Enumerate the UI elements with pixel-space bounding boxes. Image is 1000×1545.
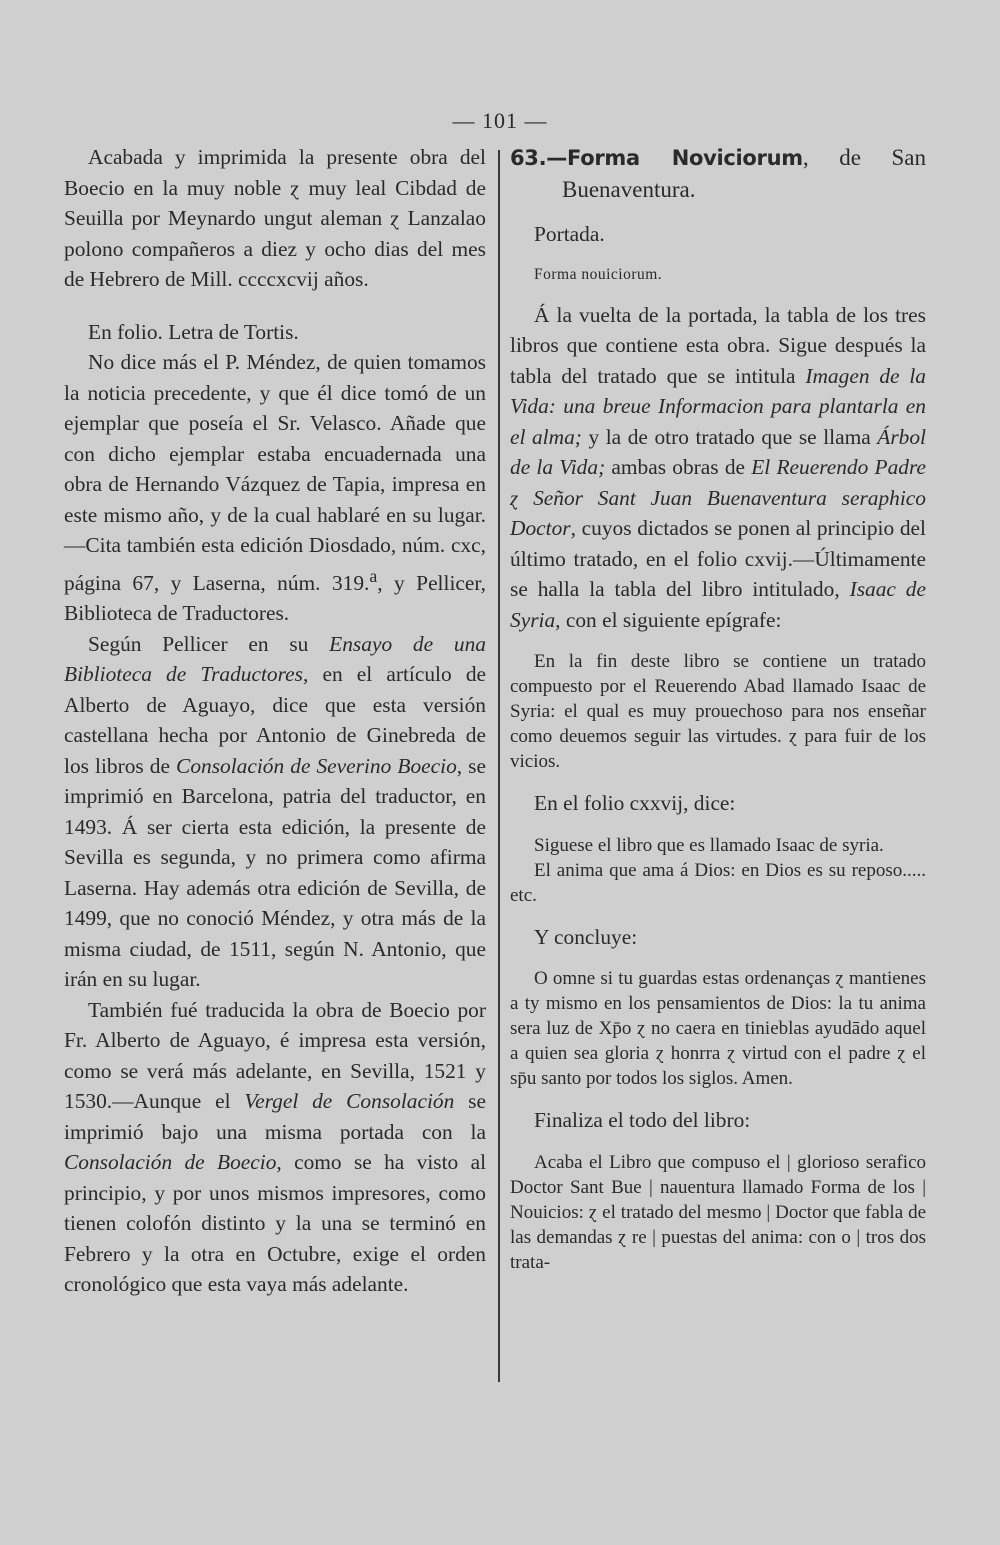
- finaliza-note: Finaliza el todo del libro:: [534, 1108, 751, 1132]
- aguayo-paragraph: También fué traducida la obra de Boecio por Fr. Alberto de Aguayo, é impresa esta versión, como se verá más adelante, en Sevilla, 1521 y 1530.—Aunque el Vergel de Consolación se imprimió bajo una misma portada con la Consolación de Boecio, como se ha visto al principio, y por unos mismos impresores, como tienen colofón distinto y la una se terminó en Febrero y la otra en Octubre, exige el orden cronológico que esta vaya más adelante.: [64, 997, 487, 1297]
- incipit-quote: Siguese el libro que es llamado Isaac de syria.: [534, 834, 884, 856]
- colophon-paragraph: Acabada y imprimida la presente obra del Boecio en la muy noble ɀ muy leal Cibdad de Seuilla por Meynardo ungut aleman ɀ Lanzalao polono compañeros a diez y ocho dias del mes de Hebrero de Mill. ccccxcvij años.: [64, 145, 486, 291]
- left-column: [64, 142, 486, 1300]
- mendez-paragraph: No dice más el P. Méndez, de quien tomamos la noticia precedente, y que él dice tomó de un ejemplar que poseía el Sr. Velasco. Añade que con dicho ejemplar estaba encuadernada una obra de Hernando Vázquez de Tapia, impresa en este mismo año, y de la cual hablaré en su lugar.—Cita también esta edición Diosdado, núm. cxc, página 67, y Laserna, núm. 319.$^a$, y Pellicer, Biblioteca de Traductores.: [64, 350, 486, 626]
- incipit-quote-2: El anima que ama á Dios: en Dios es su reposo..... etc.: [510, 859, 926, 906]
- portada-label: Portada.: [534, 222, 605, 246]
- description-paragraph: Á la vuelta de la portada, la tabla de los tres libros que contiene esta obra. Sigue después la tabla del tratado que se intitula Imagen de la Vida: una breue Informacion para plantarla en el alma; y la de otro tratado que se llama Árbol de la Vida; ambas obras de El Reuerendo Padre ɀ Señor Sant Juan Buenaventura seraphico Doctor, cuyos dictados se ponen al principio del último tratado, en el folio cxvij.—Últimamente se halla la tabla del libro intitulado, Isaac de Syria, con el siguiente epígrafe:: [510, 302, 927, 632]
- column-divider: [498, 150, 500, 1382]
- entry-heading: 63.—Forma Noviciorum, de San Buenaventura.: [510, 145, 926, 202]
- format-note: En folio. Letra de Tortis.: [88, 319, 299, 344]
- right-column: [510, 142, 926, 1275]
- pellicer-paragraph: Según Pellicer en su Ensayo de una Biblioteca de Traductores, en el artículo de Alberto de Aguayo, dice que esta versión castellana hecha por Antonio de Ginebreda de los libros de Consolación de Severino Boecio, se imprimió en Barcelona, patria del traductor, en 1493. Á ser cierta esta edición, la presente de Sevilla es segunda, y no primera como afirma Laserna. Hay además otra edición de Sevilla, de 1499, que no conoció Méndez, y otra más de la misma ciudad, de 1511, según N. Antonio, que irán en su lugar.: [64, 631, 487, 992]
- epigraph-quote: En la fin deste libro se contiene un tratado compuesto por el Reuerendo Abad llamado Isaac de Syria: el qual es muy prouechoso para nos enseñar como deuemos seguir las virtudes. ɀ para fuir de los vicios.: [510, 651, 926, 772]
- concluye-note: Y concluye:: [534, 924, 638, 949]
- colophon-quote: Acaba el Libro que compuso el | glorioso serafico Doctor Sant Bue | nauentura llamado Forma de los | Nouicios: ɀ el tratado del mesmo | Doctor que fabla de las demandas ɀ re | puestas del anima: con o | tros dos trata-: [510, 1151, 926, 1273]
- conclusion-quote: O omne si tu guardas estas ordenanças ɀ mantienes a ty mismo en los pensamientos de Dios: la tu anima sera luz de Xp̄o ɀ no caera en tinieblas ayudādo aquel a quien sea gloria ɀ honrra ɀ virtud con el padre ɀ el sp̄u santo por todos los siglos. Amen.: [510, 968, 926, 1089]
- folio-note: En el folio cxxvij, dice:: [534, 791, 736, 815]
- page-number: — 101 —: [452, 108, 548, 133]
- title-transcription: Forma nouiciorum.: [534, 265, 663, 283]
